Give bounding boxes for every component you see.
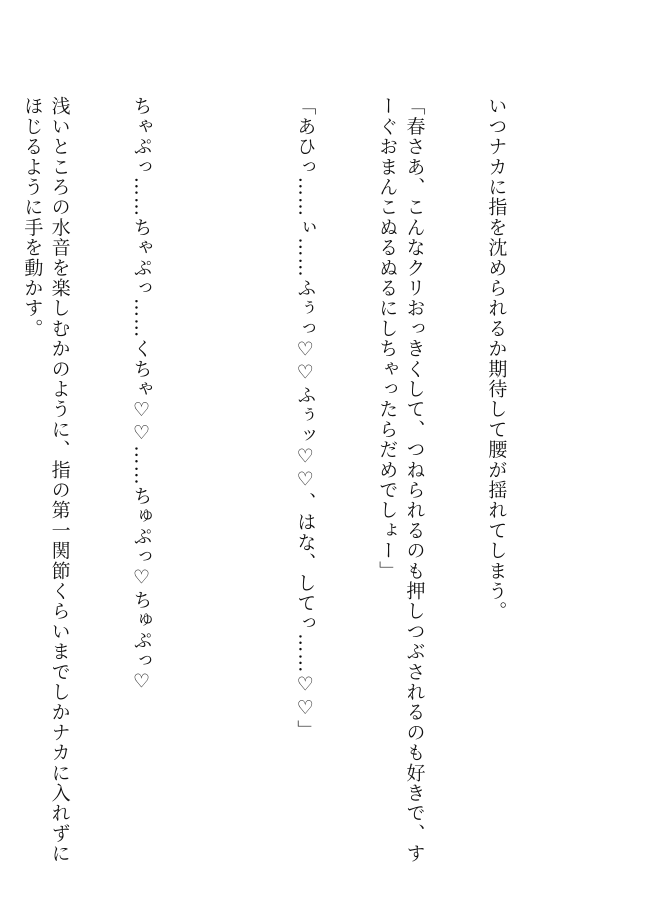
dialogue-haru: 「春さあ、こんなクリおっきくして、つねられるのも押しつぶされるのも好きで、すーぐおまんこぬるぬるにしちゃったらだめでしょー」: [376, 96, 426, 864]
vertical-text-body: [0, 96, 564, 866]
dialogue-ahi: 「あひっ……ぃ……ふぅっ♡♡ふぅッ♡♡、はな、してっ……♡♡」: [294, 96, 317, 741]
paragraph-waist-sways: いつナカに指を沈められるか期待して腰が揺れてしまう。: [485, 96, 508, 622]
paragraph-sound: ちゃぷっ……ちゃぷっ……くちゃ♡♡……ちゅぷっ♡ちゅぷっ♡: [130, 96, 153, 694]
paragraph-shallow: 浅いところの水音を楽しむかのように、指の第一関節くらいまでしかナカに入れずにほじるように手を動かす。: [21, 96, 71, 864]
blank-line: [209, 96, 236, 866]
